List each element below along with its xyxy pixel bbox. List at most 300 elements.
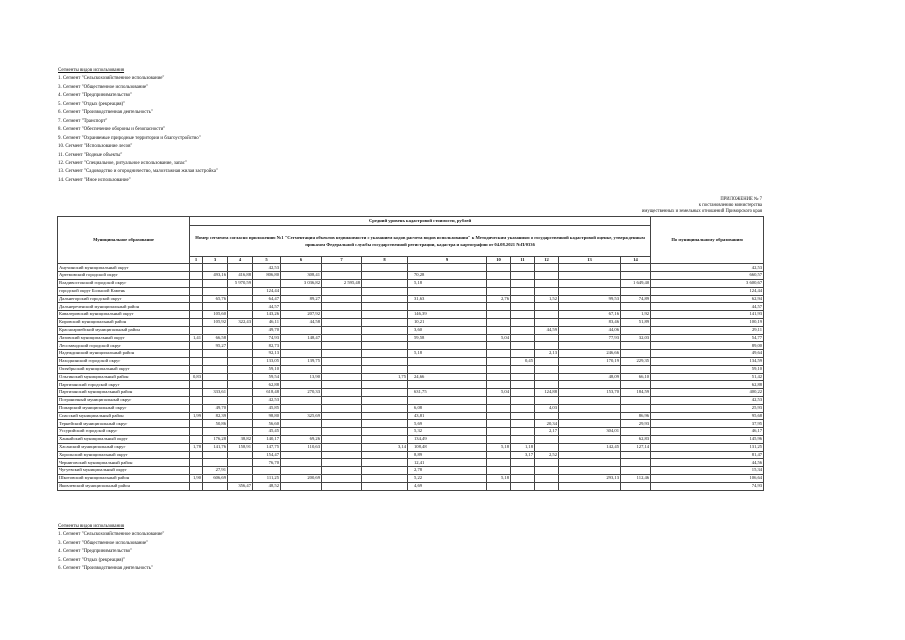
value-cell (559, 280, 621, 288)
value-cell (322, 459, 362, 467)
table-row (58, 311, 764, 319)
value-cell (511, 474, 535, 482)
value-cell (511, 428, 535, 436)
legend-item: 4. Сегмент "Предпринимательство" (58, 93, 133, 99)
value-cell: 333,61 (203, 389, 228, 397)
value-cell (203, 280, 228, 288)
value-cell: 618,48 (253, 389, 281, 397)
segment-number-cell: 1 (190, 257, 203, 264)
value-cell (511, 412, 535, 420)
value-cell (190, 396, 203, 404)
value-cell (535, 482, 559, 490)
value-cell (535, 443, 559, 451)
table-row (58, 342, 764, 350)
municipality-name: Спасский муниципальный район (58, 412, 190, 420)
value-cell (281, 396, 322, 404)
municipality-name: Находкинский городской округ (58, 357, 190, 365)
total-cell: 95,68 (651, 412, 764, 420)
segments-legend-bottom (58, 523, 164, 574)
value-cell (322, 443, 362, 451)
value-cell: 1,99 (190, 412, 203, 420)
value-cell: 143,26 (253, 311, 281, 319)
value-cell: 631,75 (408, 389, 487, 397)
value-cell: 31,63 (408, 295, 487, 303)
total-cell: 62,88 (651, 381, 764, 389)
value-cell (190, 365, 203, 373)
value-cell (322, 482, 362, 490)
value-cell (621, 264, 651, 272)
table-row (58, 420, 764, 428)
value-cell: 5 970,59 (228, 280, 253, 288)
total-cell: 134,59 (651, 357, 764, 365)
value-cell: 48,52 (253, 482, 281, 490)
value-cell: 146,39 (408, 311, 487, 319)
value-cell: 2,13 (535, 350, 559, 358)
value-cell (362, 318, 408, 326)
municipality-name: Хасанский муниципальный округ (58, 443, 190, 451)
value-cell (535, 357, 559, 365)
municipality-name: Тернейский муниципальный округ (58, 420, 190, 428)
value-cell (559, 365, 621, 373)
value-cell (228, 428, 253, 436)
value-cell (203, 381, 228, 389)
value-cell (362, 435, 408, 443)
value-cell (190, 381, 203, 389)
value-cell (228, 389, 253, 397)
value-cell (203, 482, 228, 490)
value-cell: 29,93 (621, 420, 651, 428)
municipality-name: Пожарский муниципальный округ (58, 404, 190, 412)
value-cell (487, 428, 511, 436)
value-cell: 325,69 (281, 412, 322, 420)
value-cell: 5,18 (487, 443, 511, 451)
municipality-name: Надеждинский муниципальный район (58, 350, 190, 358)
value-cell: 1,92 (621, 311, 651, 319)
value-cell: 42,53 (253, 264, 281, 272)
value-cell: 0,45 (511, 357, 535, 365)
value-cell: 246,66 (559, 350, 621, 358)
value-cell (362, 412, 408, 420)
legend-item: 1. Сегмент "Сельскохозяйственное использование" (58, 532, 165, 538)
legend-item: 10. Сегмент "Использование лесов" (58, 144, 133, 150)
value-cell: 20,34 (535, 420, 559, 428)
value-cell: 56,60 (253, 420, 281, 428)
table-row (58, 389, 764, 397)
value-cell: 133,05 (253, 357, 281, 365)
value-cell (487, 357, 511, 365)
value-cell: 170,19 (559, 357, 621, 365)
value-cell (621, 428, 651, 436)
municipality-name: Чугуевский муниципальный округ (58, 467, 190, 475)
value-cell (559, 467, 621, 475)
segment-number-cell: 6 (281, 257, 322, 264)
value-cell (362, 303, 408, 311)
segments-legend-top (58, 67, 218, 185)
segment-number-cell: 4 (228, 257, 253, 264)
total-cell: 89,00 (651, 342, 764, 350)
municipality-name: Анучинский муниципальный округ (58, 264, 190, 272)
segment-number-cell: 8 (362, 257, 408, 264)
value-cell (322, 420, 362, 428)
legend-item: 12. Сегмент "Специальное, ритуальное использование, запас" (58, 160, 187, 166)
value-cell (228, 381, 253, 389)
value-cell: 38,82 (228, 435, 253, 443)
legend-item: 6. Сегмент "Производственная деятельность" (58, 110, 153, 116)
table-row (58, 396, 764, 404)
value-cell: 606,69 (203, 474, 228, 482)
value-cell: 44,58 (281, 318, 322, 326)
value-cell (322, 467, 362, 475)
value-cell: 5,69 (408, 420, 487, 428)
value-cell (322, 295, 362, 303)
value-cell: 59,58 (408, 334, 487, 342)
value-cell (190, 342, 203, 350)
municipality-name: Ханкайский муниципальный округ (58, 435, 190, 443)
value-cell (487, 365, 511, 373)
value-cell (281, 303, 322, 311)
value-cell: 66,58 (203, 334, 228, 342)
value-cell (322, 303, 362, 311)
value-cell: 2,76 (487, 295, 511, 303)
value-cell: 62,83 (621, 435, 651, 443)
value-cell: 184,59 (621, 389, 651, 397)
value-cell (203, 264, 228, 272)
value-cell (190, 357, 203, 365)
value-cell (281, 482, 322, 490)
total-cell: 15,34 (651, 467, 764, 475)
table-row (58, 365, 764, 373)
value-cell (487, 311, 511, 319)
table-row (58, 428, 764, 436)
total-cell: 59,10 (651, 365, 764, 373)
value-cell: 76,70 (253, 459, 281, 467)
value-cell (281, 420, 322, 428)
total-cell: 42,53 (651, 264, 764, 272)
value-cell: 1,52 (535, 295, 559, 303)
value-cell (487, 381, 511, 389)
value-cell (511, 295, 535, 303)
value-cell (228, 311, 253, 319)
value-cell: 48,09 (559, 373, 621, 381)
total-cell: 42,53 (651, 396, 764, 404)
value-cell: 308,41 (281, 272, 322, 280)
value-cell: 142,45 (559, 443, 621, 451)
value-cell (228, 451, 253, 459)
value-cell (190, 451, 203, 459)
total-cell: 29,11 (651, 326, 764, 334)
value-cell (190, 350, 203, 358)
value-cell (535, 318, 559, 326)
value-cell (511, 287, 535, 295)
legend-item: 5. Сегмент "Отдых (рекреация)" (58, 557, 126, 563)
value-cell (228, 396, 253, 404)
value-cell (281, 451, 322, 459)
value-cell: 65,76 (203, 295, 228, 303)
column-header-municipality: Муниципальное образование (58, 217, 190, 264)
value-cell: 8,89 (408, 451, 487, 459)
value-cell: 49,70 (203, 404, 228, 412)
table-row (58, 474, 764, 482)
segment-number-cell: 9 (408, 257, 487, 264)
value-cell (511, 326, 535, 334)
table-row (58, 435, 764, 443)
value-cell (362, 451, 408, 459)
value-cell: 82,39 (203, 412, 228, 420)
value-cell (203, 350, 228, 358)
value-cell (487, 459, 511, 467)
value-cell (281, 467, 322, 475)
value-cell: 105,92 (203, 318, 228, 326)
value-cell: 5,32 (408, 428, 487, 436)
municipality-name: Красноармейский муниципальный район (58, 326, 190, 334)
value-cell (322, 357, 362, 365)
segment-number-cell: 10 (487, 257, 511, 264)
table-row (58, 350, 764, 358)
value-cell (322, 373, 362, 381)
value-cell (203, 287, 228, 295)
value-cell (253, 467, 281, 475)
value-cell (281, 459, 322, 467)
table-row (58, 373, 764, 381)
value-cell (535, 373, 559, 381)
value-cell (408, 303, 487, 311)
value-cell (621, 326, 651, 334)
value-cell: 127,14 (621, 443, 651, 451)
cadastral-value-table (57, 216, 764, 491)
segment-number-cell: 5 (253, 257, 281, 264)
municipality-name: Артемовский городской округ (58, 272, 190, 280)
value-cell: 1,78 (190, 443, 203, 451)
value-cell: 3,17 (511, 451, 535, 459)
value-cell (511, 373, 535, 381)
value-cell (228, 334, 253, 342)
total-cell: 74,93 (651, 482, 764, 490)
value-cell (190, 287, 203, 295)
value-cell (621, 404, 651, 412)
value-cell (190, 264, 203, 272)
total-cell: 44,57 (651, 303, 764, 311)
value-cell (559, 272, 621, 280)
value-cell (281, 264, 322, 272)
value-cell (535, 272, 559, 280)
value-cell (362, 404, 408, 412)
value-cell (203, 451, 228, 459)
value-cell (322, 396, 362, 404)
value-cell (559, 404, 621, 412)
appendix-subtitle: к постановлению министерства (698, 203, 762, 209)
value-cell: 99,53 (559, 295, 621, 303)
value-cell (190, 482, 203, 490)
table-row (58, 482, 764, 490)
value-cell: 1,75 (362, 373, 408, 381)
value-cell (535, 342, 559, 350)
table-row (58, 272, 764, 280)
segment-number-cell: 3 (203, 257, 228, 264)
value-cell: 147,75 (253, 443, 281, 451)
value-cell: 3,60 (408, 326, 487, 334)
value-cell (190, 467, 203, 475)
value-cell (487, 326, 511, 334)
value-cell (511, 459, 535, 467)
municipality-name: Яковлевский муниципальный район (58, 482, 190, 490)
value-cell (621, 303, 651, 311)
value-cell (362, 280, 408, 288)
value-cell (322, 412, 362, 420)
value-cell: 141,76 (203, 443, 228, 451)
value-cell (487, 467, 511, 475)
value-cell (511, 303, 535, 311)
value-cell (621, 287, 651, 295)
value-cell (228, 326, 253, 334)
value-cell: 74,93 (253, 334, 281, 342)
table-row (58, 326, 764, 334)
total-cell: 81,47 (651, 451, 764, 459)
value-cell: 124,88 (535, 389, 559, 397)
value-cell: 2,52 (535, 451, 559, 459)
value-cell (408, 342, 487, 350)
value-cell (281, 428, 322, 436)
value-cell (362, 420, 408, 428)
value-cell: 5,18 (487, 474, 511, 482)
value-cell (487, 303, 511, 311)
value-cell: 5,22 (408, 474, 487, 482)
municipality-name: Шкотовский муниципальный район (58, 474, 190, 482)
value-cell: 493,16 (203, 272, 228, 280)
value-cell: 5,18 (408, 350, 487, 358)
total-cell: 3 600,67 (651, 280, 764, 288)
value-cell: 62,88 (253, 381, 281, 389)
value-cell: 82,73 (253, 342, 281, 350)
value-cell (621, 350, 651, 358)
value-cell: 5,18 (408, 280, 487, 288)
value-cell (362, 459, 408, 467)
value-cell: 6,08 (408, 404, 487, 412)
value-cell (190, 295, 203, 303)
value-cell (408, 357, 487, 365)
value-cell (362, 326, 408, 334)
value-cell (362, 334, 408, 342)
value-cell (621, 342, 651, 350)
value-cell: 3,14 (362, 443, 408, 451)
value-cell (190, 326, 203, 334)
value-cell: 44,06 (559, 326, 621, 334)
value-cell: 24,66 (408, 373, 487, 381)
appendix-ministry: имущественных и земельных отношений Приморского края (641, 209, 762, 215)
value-cell (203, 428, 228, 436)
table-title: Средний уровень кадастровой стоимости, рублей (190, 217, 651, 226)
value-cell (228, 459, 253, 467)
municipality-name: Ольгинский муниципальный район (58, 373, 190, 381)
value-cell: 105,60 (203, 311, 228, 319)
value-cell (511, 311, 535, 319)
value-cell (322, 326, 362, 334)
table-row (58, 295, 764, 303)
value-cell (281, 326, 322, 334)
value-cell (535, 474, 559, 482)
value-cell (559, 459, 621, 467)
value-cell (621, 459, 651, 467)
value-cell (190, 435, 203, 443)
value-cell (511, 318, 535, 326)
table-row (58, 443, 764, 451)
value-cell (322, 428, 362, 436)
value-cell (228, 404, 253, 412)
value-cell: 50,86 (203, 420, 228, 428)
value-cell: 10,21 (408, 318, 487, 326)
municipality-name: Кавалеровский муниципальный округ (58, 311, 190, 319)
value-cell: 110,63 (281, 443, 322, 451)
municipality-name: Дальнереченский муниципальный район (58, 303, 190, 311)
value-cell (621, 365, 651, 373)
value-cell (322, 381, 362, 389)
value-cell (228, 420, 253, 428)
value-cell (511, 350, 535, 358)
legend-item: 6. Сегмент "Производственная деятельность" (58, 566, 153, 572)
value-cell (228, 474, 253, 482)
value-cell: 77,93 (559, 334, 621, 342)
value-cell: 134,49 (408, 435, 487, 443)
value-cell: 64,47 (253, 295, 281, 303)
value-cell (559, 381, 621, 389)
value-cell: 83,46 (559, 318, 621, 326)
value-cell (511, 264, 535, 272)
value-cell (511, 342, 535, 350)
total-cell: 44,56 (651, 459, 764, 467)
value-cell (362, 389, 408, 397)
value-cell (621, 272, 651, 280)
value-cell: 32,03 (621, 334, 651, 342)
value-cell (362, 272, 408, 280)
value-cell: 86,96 (621, 412, 651, 420)
value-cell (281, 381, 322, 389)
value-cell: 44,57 (253, 303, 281, 311)
municipality-name: Хорольский муниципальный округ (58, 451, 190, 459)
value-cell (253, 280, 281, 288)
value-cell: 45,45 (253, 428, 281, 436)
value-cell: 13,90 (281, 373, 322, 381)
value-cell (362, 396, 408, 404)
value-cell (621, 381, 651, 389)
value-cell (559, 287, 621, 295)
value-cell: 43,81 (408, 412, 487, 420)
table-row (58, 264, 764, 272)
value-cell (190, 389, 203, 397)
value-cell (559, 342, 621, 350)
value-cell (511, 467, 535, 475)
value-cell (511, 435, 535, 443)
value-cell: 0,83 (190, 373, 203, 381)
value-cell (535, 264, 559, 272)
value-cell: 1,41 (190, 334, 203, 342)
municipality-name: Лесозаводский городской округ (58, 342, 190, 350)
table-row (58, 412, 764, 420)
value-cell (535, 311, 559, 319)
value-cell (362, 467, 408, 475)
value-cell: 69,26 (281, 435, 322, 443)
legend-item: 11. Сегмент "Водные объекты" (58, 152, 123, 158)
table-row (58, 318, 764, 326)
total-cell: 49,64 (651, 350, 764, 358)
value-cell: 49,70 (253, 326, 281, 334)
value-cell (203, 373, 228, 381)
value-cell: 2,17 (535, 428, 559, 436)
table-row (58, 381, 764, 389)
legend-item: 9. Сегмент "Охраняемые природные территории и благоустройство" (58, 135, 201, 141)
value-cell (511, 272, 535, 280)
value-cell (487, 482, 511, 490)
value-cell (362, 287, 408, 295)
value-cell (281, 404, 322, 412)
